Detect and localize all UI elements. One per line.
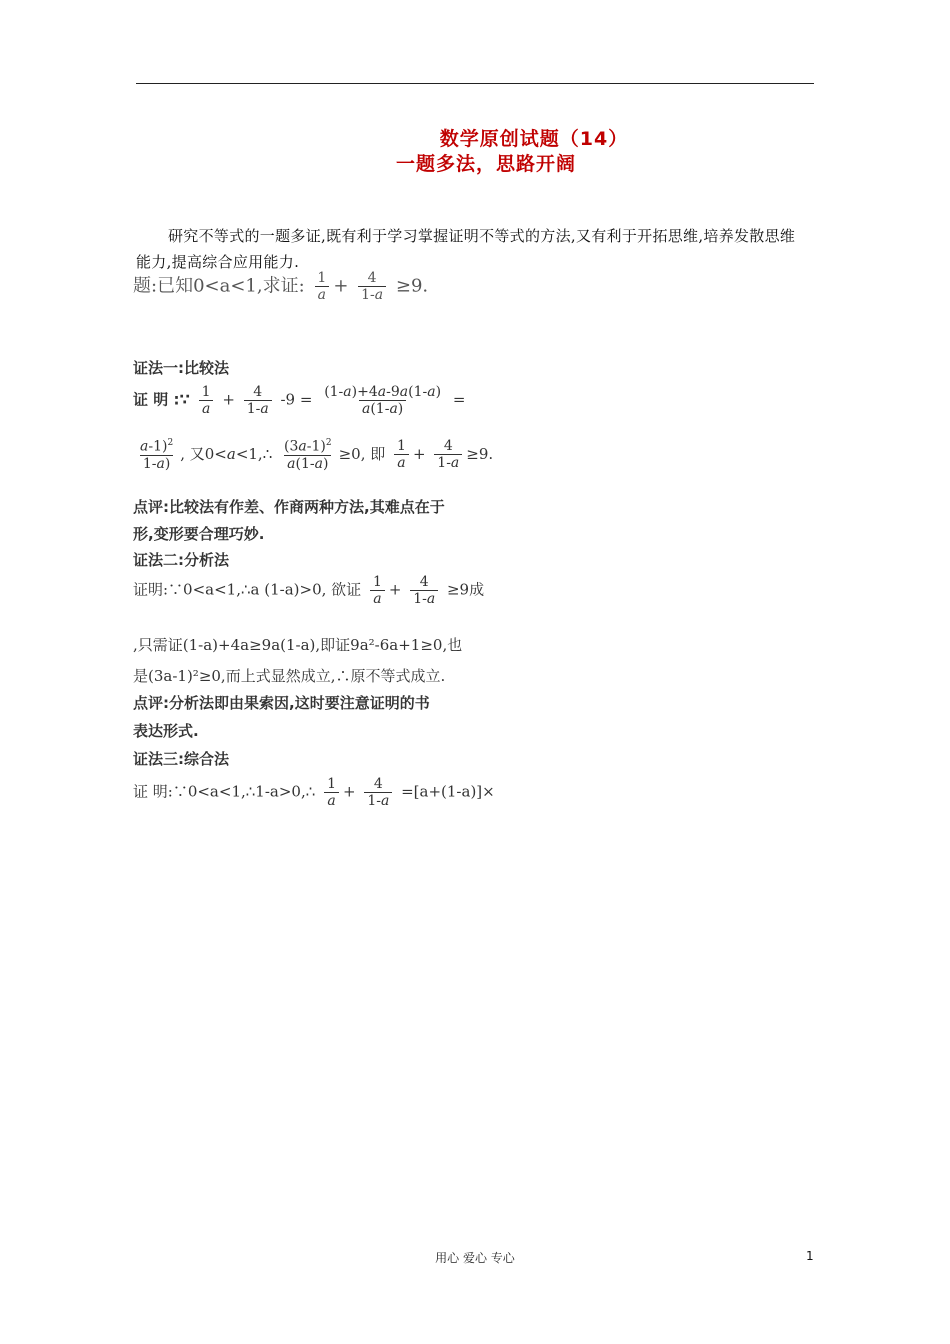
method1-heading: 证法一:比较法 — [133, 359, 229, 377]
page-number: 1 — [806, 1249, 814, 1263]
fraction-1-over-a: $\frac{1}{a}$ — [314, 270, 329, 303]
method3-proof-line1: 证 明:∵0<a<1,∴1-a>0,∴ $\frac{1}{a}$ + $\frac{4}{1-a}$ =[a+(1-a)]× — [133, 776, 495, 809]
page-title: 数学原创试题（14） — [439, 128, 629, 150]
header-rule — [136, 83, 814, 84]
method2-proof-line2: ,只需证(1-a)+4a≥9a(1-a),即证9a²-6a+1≥0,也 — [133, 636, 463, 654]
problem-prefix: 题:已知0<a<1,求证: — [133, 275, 305, 297]
method2-heading: 证法二:分析法 — [133, 551, 229, 569]
method2-proof-line3: 是(3a-1)²≥0,而上式显然成立,∴原不等式成立. — [133, 667, 446, 685]
method2-comment-line2: 表达形式. — [133, 722, 199, 740]
method1-proof-line1: 证 明 :∵ $\frac{1}{a}$ + $\frac{4}{1-a}$ -9 = $\frac{(1-a)+4a-9a(1-a)}{a(1-a)}$ = — [133, 384, 466, 417]
problem-statement: 题:已知0<a<1,求证: $\frac{1}{a}$ + $\frac{4}{1-a}$ ≥9. — [133, 270, 429, 303]
method1-proof-label: 证 明 :∵ — [133, 390, 190, 409]
fraction-4-over-1-minus-a: $\frac{4}{1-a}$ — [358, 270, 386, 303]
problem-suffix: ≥9. — [395, 275, 429, 297]
method1-comment-line1: 点评:比较法有作差、作商两种方法,其难点在于 — [133, 498, 445, 516]
method2-proof-line1: 证明:∵0<a<1,∴a (1-a)>0, 欲证 $\frac{1}{a}$ + $\frac{4}{1-a}$ ≥9成 — [133, 574, 485, 607]
intro-paragraph: 研究不等式的一题多证,既有利于学习掌握证明不等式的方法,又有利于开拓思维,培养发散思维能力,提高综合应用能力. — [136, 227, 796, 271]
scanned-solution-image — [133, 268, 553, 828]
page-footer: 用心 爱心 专心 — [435, 1251, 515, 1265]
method1-comment-line2: 形,变形要合理巧妙. — [133, 525, 265, 543]
method1-proof-line2: $\frac{a-1)^2}{1-a)}$ , 又0<a<1,∴ $\frac{(3a-1)^2}{a(1-a)}$ ≥0, 即 $\frac{1}{a}$ + $\frac{4}{1-a}$ ≥9. — [140, 438, 494, 472]
page-subtitle: 一题多法，思路开阔 — [395, 153, 576, 175]
method2-comment-line1: 点评:分析法即由果索因,这时要注意证明的书 — [133, 694, 430, 712]
method3-heading: 证法三:综合法 — [133, 750, 229, 768]
